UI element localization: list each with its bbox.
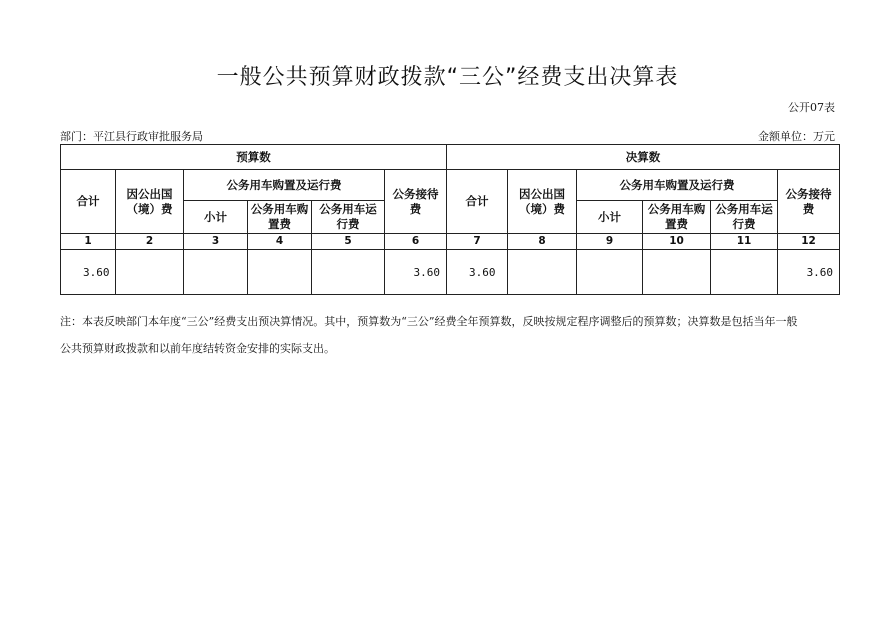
final-header: 决算数 <box>447 145 840 170</box>
budget-vehicle-operation-header: 公务用车运行费 <box>312 201 385 234</box>
budget-abroad-cell <box>116 250 184 295</box>
column-index-row <box>61 234 840 250</box>
budget-vehicle-purchase-header: 公务用车购置费 <box>248 201 312 234</box>
final-abroad-cell <box>508 250 577 295</box>
column-index: 8 <box>508 234 577 250</box>
three-public-expenditure-table <box>60 144 840 295</box>
column-index: 5 <box>312 234 385 250</box>
note-line-2: 公共预算财政拨款和以前年度结转资金安排的实际支出。 <box>60 342 335 355</box>
final-abroad-header: 因公出国（境）费 <box>508 170 577 234</box>
final-vehicle-group-header: 公务用车购置及运行费 <box>577 170 778 201</box>
budget-total-header: 合计 <box>61 170 116 234</box>
table-row <box>61 250 840 295</box>
final-total-cell: 3.60 <box>447 250 508 295</box>
final-reception-cell: 3.60 <box>778 250 840 295</box>
budget-vehicle-purchase-cell <box>248 250 312 295</box>
note-line-1: 注：本表反映部门本年度“三公”经费支出预决算情况。其中，预算数为“三公”经费全年预算数，反映按规定程序调整后的预算数；决算数是包括当年一般 <box>60 315 798 328</box>
final-vehicle-purchase-cell <box>643 250 711 295</box>
amount-unit-label: 金额单位：万元 <box>758 130 835 143</box>
column-index: 3 <box>184 234 248 250</box>
budget-reception-cell: 3.60 <box>385 250 447 295</box>
column-index: 2 <box>116 234 184 250</box>
column-index: 12 <box>778 234 840 250</box>
final-subtotal-cell <box>577 250 643 295</box>
column-index: 6 <box>385 234 447 250</box>
final-subtotal-header: 小计 <box>577 201 643 234</box>
budget-subtotal-cell <box>184 250 248 295</box>
budget-vehicle-group-header: 公务用车购置及运行费 <box>184 170 385 201</box>
page-title: 一般公共预算财政拨款“三公”经费支出决算表 <box>216 65 679 90</box>
budget-vehicle-operation-cell <box>312 250 385 295</box>
final-vehicle-purchase-header: 公务用车购置费 <box>643 201 711 234</box>
budget-subtotal-header: 小计 <box>184 201 248 234</box>
final-reception-header: 公务接待费 <box>778 170 840 234</box>
column-index: 10 <box>643 234 711 250</box>
column-index: 9 <box>577 234 643 250</box>
column-index: 7 <box>447 234 508 250</box>
budget-abroad-header: 因公出国（境）费 <box>116 170 184 234</box>
budget-header: 预算数 <box>61 145 447 170</box>
budget-reception-header: 公务接待费 <box>385 170 447 234</box>
column-index: 1 <box>61 234 116 250</box>
final-vehicle-operation-cell <box>711 250 778 295</box>
final-vehicle-operation-header: 公务用车运行费 <box>711 201 778 234</box>
final-total-header: 合计 <box>447 170 508 234</box>
column-index: 4 <box>248 234 312 250</box>
form-number: 公开07表 <box>788 101 835 114</box>
department-label: 部门：平江县行政审批服务局 <box>60 130 203 143</box>
column-index: 11 <box>711 234 778 250</box>
budget-total-cell: 3.60 <box>61 250 116 295</box>
table-note <box>60 308 840 362</box>
